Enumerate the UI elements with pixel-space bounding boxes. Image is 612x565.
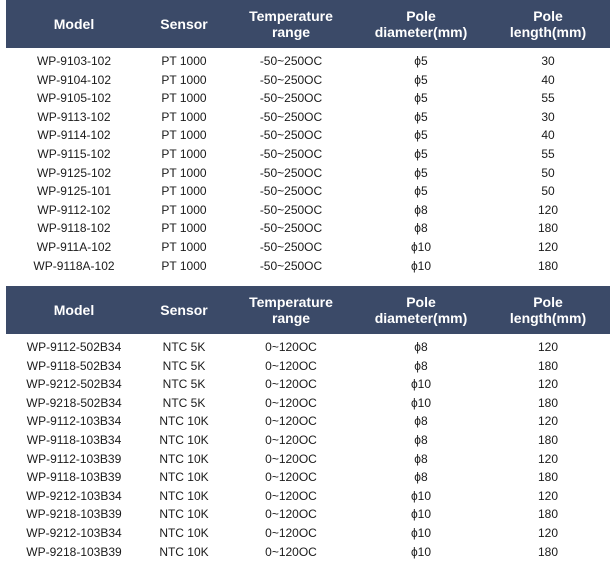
table-row: [6, 89, 610, 108]
table-row: [6, 108, 610, 127]
cell-temperature-range: 0~120OC: [265, 507, 317, 522]
cell-pole-diameter: ϕ5: [414, 91, 428, 106]
cell-model: WP-9118A-102: [33, 258, 115, 273]
header-pole-diameter: Pole diameter(mm): [374, 294, 468, 326]
cell-pole-diameter: ϕ10: [410, 395, 432, 410]
table-row: [6, 543, 610, 562]
header-sensor: Sensor: [160, 16, 208, 32]
cell-pole-length: 180: [537, 507, 559, 522]
cell-sensor: NTC 5K: [162, 395, 206, 410]
cell-pole-diameter: ϕ10: [410, 544, 432, 559]
cell-pole-length: 180: [537, 221, 559, 236]
cell-pole-diameter: ϕ10: [410, 258, 432, 273]
cell-model: WP-9125-102: [36, 165, 112, 180]
cell-pole-diameter: ϕ10: [410, 525, 432, 540]
cell-temperature-range: 0~120OC: [265, 432, 317, 447]
cell-pole-length: 120: [537, 451, 559, 466]
header-model: Model: [53, 302, 95, 318]
table-header: [6, 286, 610, 334]
cell-pole-length: 50: [541, 165, 555, 180]
cell-temperature-range: 0~120OC: [265, 358, 317, 373]
cell-pole-length: 120: [537, 340, 559, 354]
cell-pole-length: 120: [537, 525, 559, 540]
table-row: [6, 238, 610, 257]
cell-pole-length: 30: [541, 54, 555, 68]
cell-pole-diameter: ϕ5: [414, 165, 428, 180]
cell-sensor: NTC 5K: [162, 358, 206, 373]
header-pole-length: Pole length(mm): [509, 294, 587, 326]
cell-sensor: PT 1000: [161, 202, 207, 217]
cell-model: WP-9212-103B34: [26, 488, 122, 503]
cell-model: WP-9212-103B34: [26, 525, 122, 540]
cell-temperature-range: -50~250OC: [259, 91, 323, 106]
cell-sensor: PT 1000: [161, 239, 207, 254]
cell-sensor: NTC 10K: [159, 488, 209, 503]
table-row: [6, 164, 610, 183]
cell-model: WP-911A-102: [36, 239, 112, 254]
cell-temperature-range: -50~250OC: [259, 165, 323, 180]
cell-temperature-range: -50~250OC: [259, 202, 323, 217]
cell-pole-diameter: ϕ5: [414, 72, 428, 87]
cell-pole-length: 180: [537, 358, 559, 373]
cell-model: WP-9104-102: [36, 72, 112, 87]
cell-model: WP-9218-103B39: [26, 507, 122, 522]
table-row: [6, 394, 610, 413]
cell-sensor: PT 1000: [161, 221, 207, 236]
cell-pole-length: 120: [537, 239, 559, 254]
table-row: [6, 375, 610, 394]
cell-model: WP-9113-102: [37, 109, 111, 124]
cell-model: WP-9118-103B34: [26, 432, 122, 447]
cell-sensor: NTC 5K: [162, 377, 206, 392]
cell-pole-length: 30: [541, 109, 555, 124]
cell-pole-length: 120: [537, 414, 559, 429]
cell-model: WP-9112-502B34: [26, 340, 122, 354]
cell-sensor: NTC 10K: [159, 507, 209, 522]
cell-model: WP-9112-102: [37, 202, 111, 217]
cell-pole-diameter: ϕ8: [414, 358, 428, 373]
table-row: [6, 450, 610, 469]
ntc-spec-table: [6, 286, 610, 561]
cell-model: WP-9118-102: [37, 221, 111, 236]
cell-temperature-range: -50~250OC: [259, 258, 323, 273]
cell-pole-length: 180: [537, 395, 559, 410]
cell-pole-length: 120: [537, 377, 559, 392]
table-row: [6, 126, 610, 145]
cell-pole-diameter: ϕ5: [414, 54, 428, 68]
cell-pole-length: 180: [537, 470, 559, 485]
cell-temperature-range: -50~250OC: [259, 221, 323, 236]
header-model: Model: [53, 16, 95, 32]
cell-sensor: PT 1000: [161, 184, 207, 199]
cell-model: WP-9115-102: [37, 146, 111, 161]
cell-temperature-range: 0~120OC: [265, 544, 317, 559]
cell-sensor: NTC 10K: [159, 432, 209, 447]
cell-pole-length: 120: [537, 488, 559, 503]
cell-pole-length: 120: [537, 202, 559, 217]
cell-pole-length: 180: [537, 432, 559, 447]
cell-sensor: PT 1000: [161, 165, 207, 180]
cell-temperature-range: 0~120OC: [265, 414, 317, 429]
table-row: [6, 487, 610, 506]
cell-temperature-range: -50~250OC: [259, 72, 323, 87]
table-row: [6, 468, 610, 487]
cell-pole-diameter: ϕ8: [414, 470, 428, 485]
cell-sensor: NTC 10K: [159, 525, 209, 540]
cell-model: WP-9103-102: [36, 54, 112, 68]
table-row: [6, 182, 610, 201]
table-row: [6, 201, 610, 220]
cell-pole-length: 40: [541, 128, 555, 143]
table-row: [6, 71, 610, 90]
cell-pole-length: 40: [541, 72, 555, 87]
cell-temperature-range: -50~250OC: [259, 184, 323, 199]
table-row: [6, 524, 610, 543]
cell-temperature-range: -50~250OC: [259, 239, 323, 254]
header-temperature-range: Temperature range: [249, 8, 333, 40]
table-row: [6, 145, 610, 164]
cell-pole-diameter: ϕ5: [414, 184, 428, 199]
cell-pole-diameter: ϕ5: [414, 146, 428, 161]
cell-sensor: NTC 10K: [159, 544, 209, 559]
table-row: [6, 412, 610, 431]
table-row: [6, 431, 610, 450]
cell-sensor: NTC 5K: [162, 340, 206, 354]
cell-temperature-range: 0~120OC: [265, 470, 317, 485]
cell-model: WP-9125-101: [36, 184, 112, 199]
cell-temperature-range: -50~250OC: [259, 146, 323, 161]
cell-pole-diameter: ϕ10: [410, 377, 432, 392]
header-sensor: Sensor: [160, 302, 208, 318]
table-row: [6, 357, 610, 376]
cell-pole-diameter: ϕ10: [410, 507, 432, 522]
cell-pole-diameter: ϕ10: [410, 488, 432, 503]
table-row: [6, 505, 610, 524]
cell-sensor: NTC 10K: [159, 414, 209, 429]
cell-pole-diameter: ϕ8: [414, 221, 428, 236]
cell-sensor: PT 1000: [161, 146, 207, 161]
cell-pole-diameter: ϕ8: [414, 414, 428, 429]
table-row: [6, 338, 610, 357]
cell-model: WP-9218-103B39: [26, 544, 122, 559]
table-body: [6, 334, 610, 561]
table-body: [6, 48, 610, 275]
table-row: [6, 219, 610, 238]
cell-sensor: PT 1000: [161, 128, 207, 143]
cell-pole-length: 50: [541, 184, 555, 199]
cell-pole-diameter: ϕ5: [414, 128, 428, 143]
cell-model: WP-9118-502B34: [26, 358, 122, 373]
cell-model: WP-9212-502B34: [26, 377, 122, 392]
cell-temperature-range: 0~120OC: [265, 340, 317, 354]
header-pole-diameter: Pole diameter(mm): [374, 8, 468, 40]
cell-pole-diameter: ϕ5: [414, 109, 428, 124]
cell-model: WP-9105-102: [36, 91, 112, 106]
table-header: [6, 0, 610, 48]
cell-model: WP-9114-102: [37, 128, 111, 143]
cell-pole-length: 55: [541, 146, 555, 161]
cell-temperature-range: -50~250OC: [259, 128, 323, 143]
cell-pole-length: 55: [541, 91, 555, 106]
cell-temperature-range: -50~250OC: [259, 54, 323, 68]
cell-pole-diameter: ϕ8: [414, 340, 428, 354]
header-pole-length: Pole length(mm): [509, 8, 587, 40]
cell-pole-diameter: ϕ10: [410, 239, 432, 254]
cell-model: WP-9112-103B34: [26, 414, 122, 429]
cell-pole-length: 180: [537, 544, 559, 559]
cell-temperature-range: -50~250OC: [259, 109, 323, 124]
cell-sensor: PT 1000: [161, 258, 207, 273]
cell-sensor: NTC 10K: [159, 470, 209, 485]
pt1000-spec-table: [6, 0, 610, 275]
cell-model: WP-9112-103B39: [26, 451, 122, 466]
header-temperature-range: Temperature range: [249, 294, 333, 326]
cell-temperature-range: 0~120OC: [265, 395, 317, 410]
cell-sensor: NTC 10K: [159, 451, 209, 466]
cell-sensor: PT 1000: [161, 72, 207, 87]
cell-pole-diameter: ϕ8: [414, 432, 428, 447]
cell-temperature-range: 0~120OC: [265, 488, 317, 503]
cell-model: WP-9218-502B34: [26, 395, 122, 410]
cell-pole-diameter: ϕ8: [414, 202, 428, 217]
cell-model: WP-9118-103B39: [26, 470, 122, 485]
cell-pole-diameter: ϕ8: [414, 451, 428, 466]
cell-sensor: PT 1000: [161, 91, 207, 106]
cell-temperature-range: 0~120OC: [265, 377, 317, 392]
table-row: [6, 257, 610, 276]
cell-sensor: PT 1000: [161, 54, 207, 68]
table-row: [6, 52, 610, 71]
cell-sensor: PT 1000: [161, 109, 207, 124]
cell-temperature-range: 0~120OC: [265, 451, 317, 466]
cell-pole-length: 180: [537, 258, 559, 273]
cell-temperature-range: 0~120OC: [265, 525, 317, 540]
